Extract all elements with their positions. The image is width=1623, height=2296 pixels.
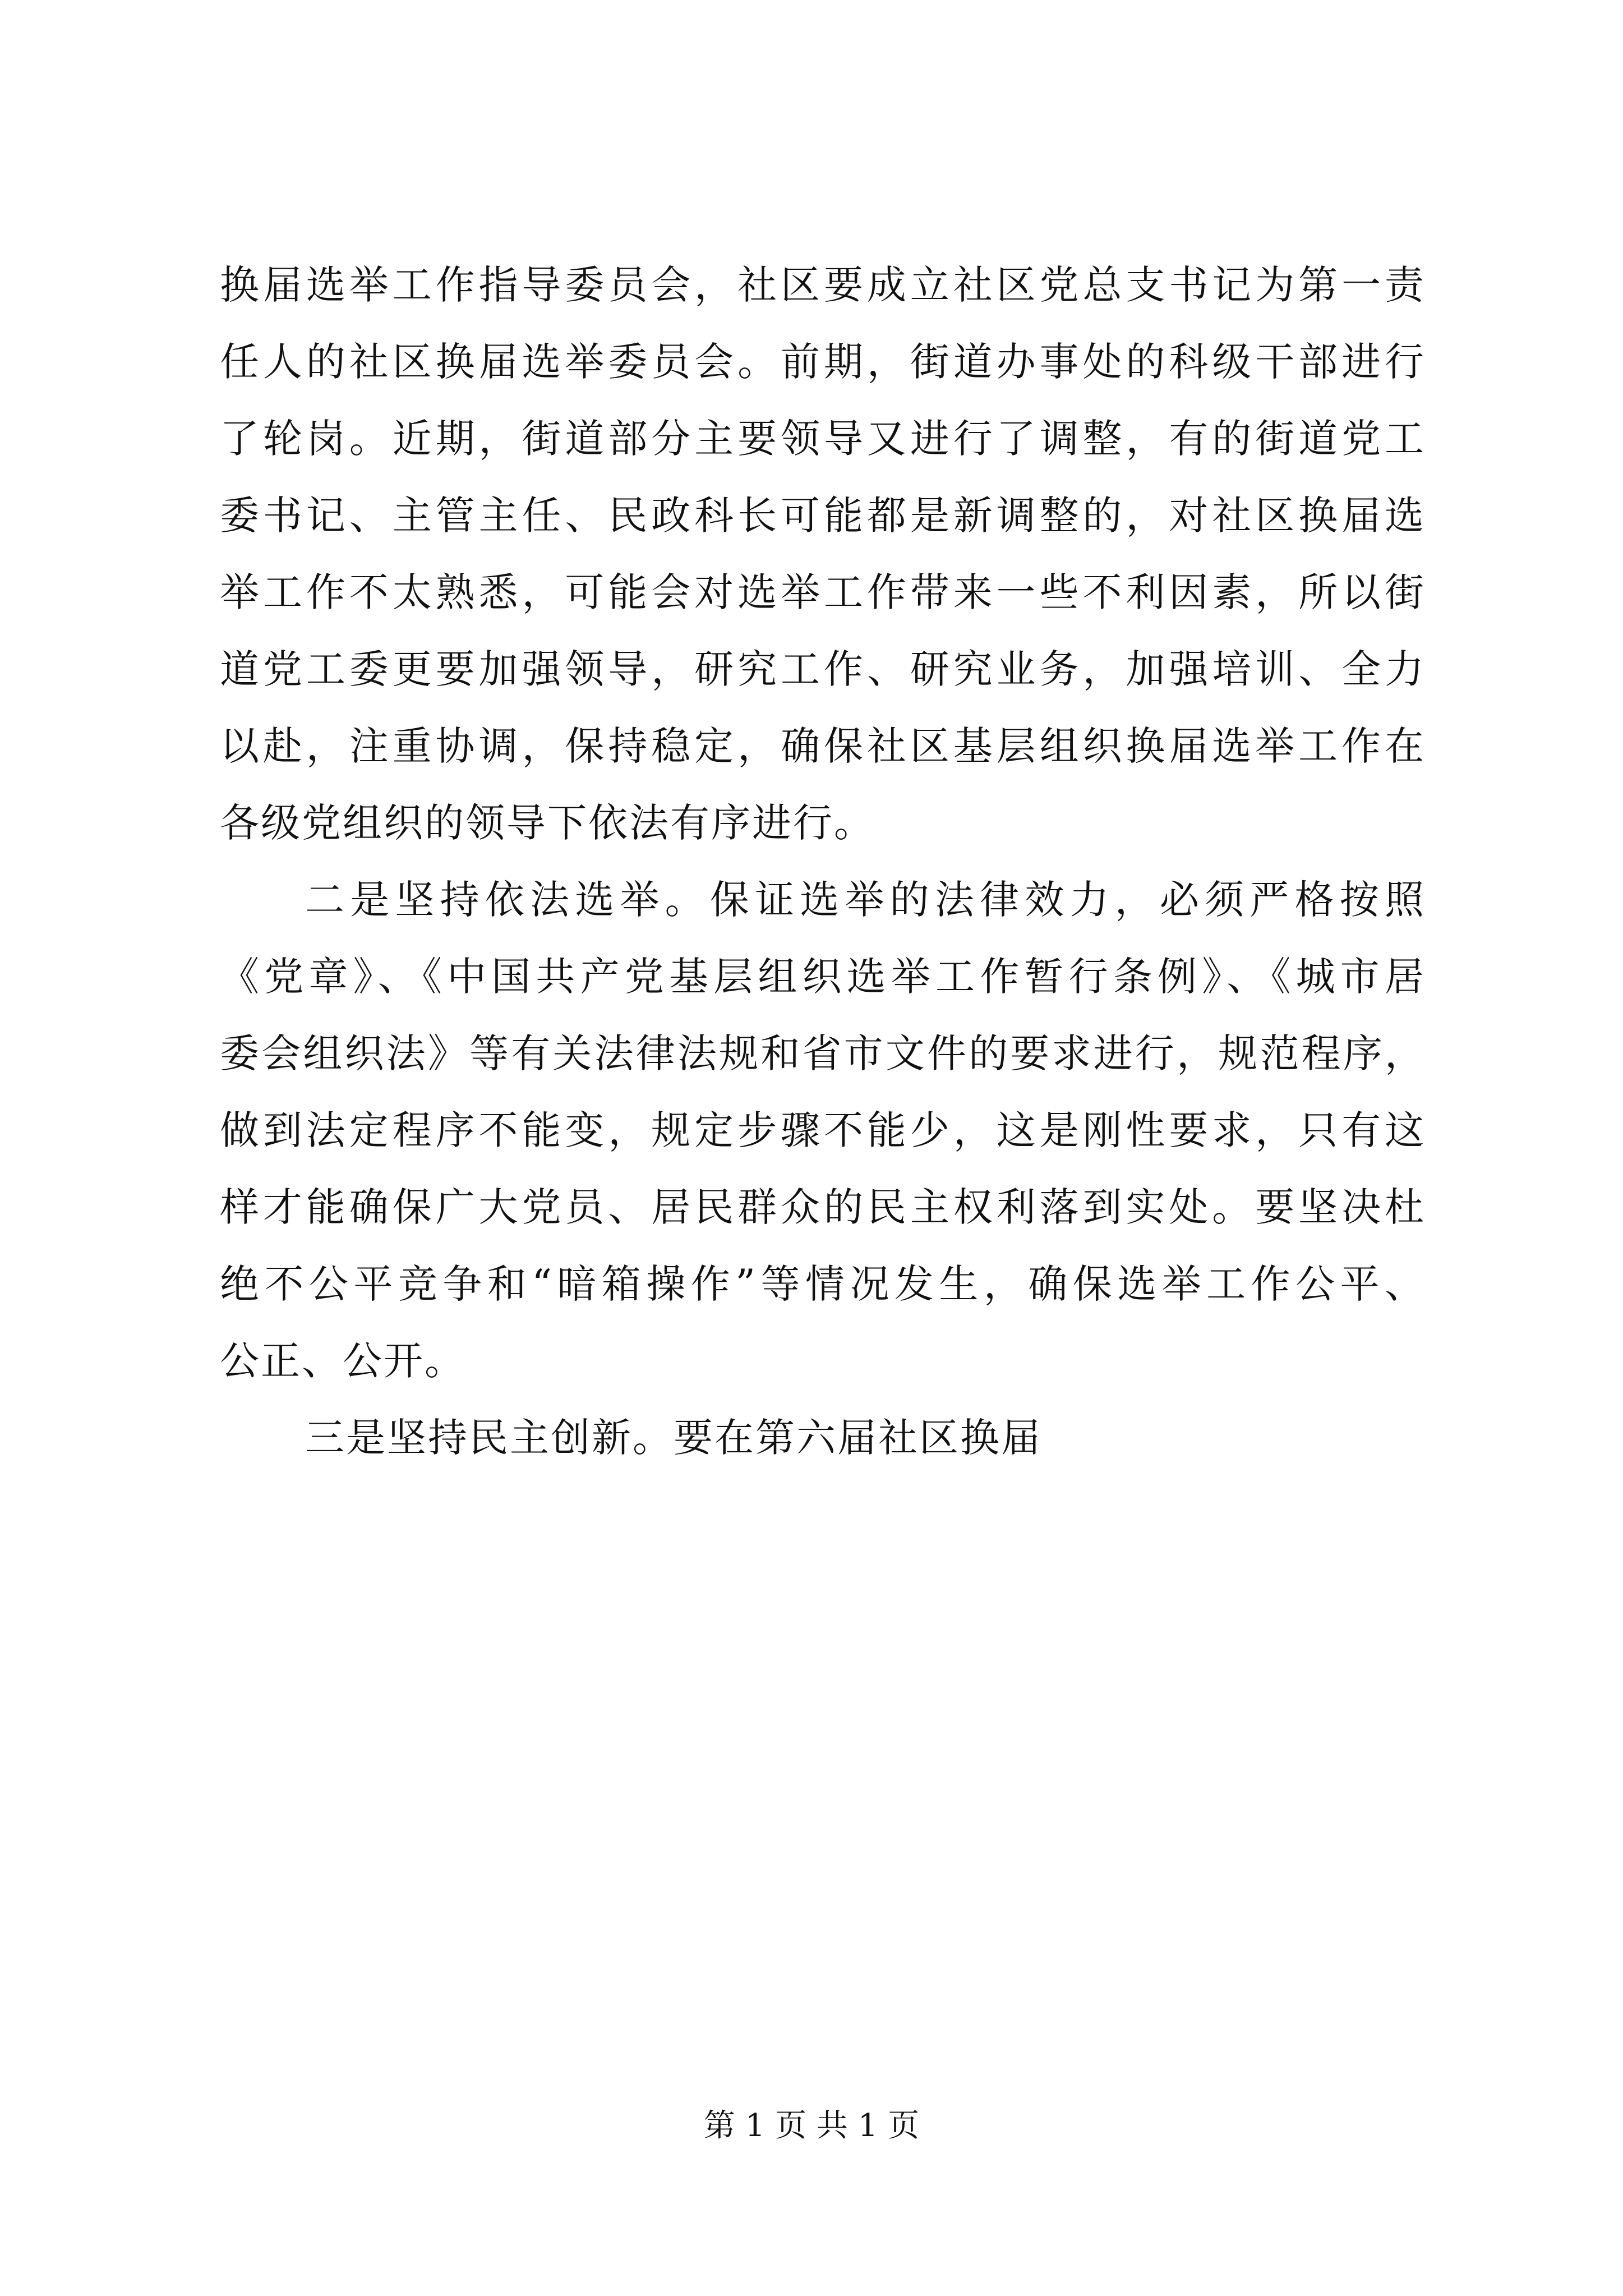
- paragraph-start-line: 三是坚持民主创新。要在第六届社区换届: [305, 1415, 1042, 1461]
- text-line: 任人的社区换届选举委员会。前期，街道办事处的科级干部进行: [220, 339, 1426, 385]
- text-line: 各级党组织的领导下依法有序进行。: [220, 800, 875, 846]
- text-line: 《党章》、《中国共产党基层组织选举工作暂行条例》、《城市居: [220, 954, 1426, 1000]
- text-line: 公正、公开。: [220, 1338, 465, 1384]
- paragraph-start-line: 二是坚持依法选举。保证选举的法律效力，必须严格按照: [305, 877, 1426, 923]
- text-line: 换届选举工作指导委员会，社区要成立社区党总支书记为第一责: [220, 262, 1426, 308]
- text-line: 做到法定程序不能变，规定步骤不能少，这是刚性要求，只有这: [220, 1107, 1426, 1153]
- text-line: 委会组织法》等有关法律法规和省市文件的要求进行，规范程序，: [220, 1030, 1426, 1076]
- text-line: 以赴，注重协调，保持稳定，确保社区基层组织换届选举工作在: [220, 723, 1426, 769]
- text-line: 委书记、主管主任、民政科长可能都是新调整的，对社区换届选: [220, 493, 1426, 539]
- text-line: 举工作不太熟悉，可能会对选举工作带来一些不利因素，所以街: [220, 569, 1426, 615]
- page-footer: 第 1 页 共 1 页: [703, 2108, 920, 2144]
- text-line: 样才能确保广大党员、居民群众的民主权利落到实处。要坚决杜: [220, 1184, 1426, 1230]
- document-body: [220, 247, 1426, 1476]
- text-line: 绝不公平竞争和“暗箱操作”等情况发生，确保选举工作公平、: [220, 1261, 1426, 1307]
- text-line: 道党工委更要加强领导，研究工作、研究业务，加强培训、全力: [220, 646, 1426, 692]
- text-line: 了轮岗。近期，街道部分主要领导又进行了调整，有的街道党工: [220, 416, 1426, 462]
